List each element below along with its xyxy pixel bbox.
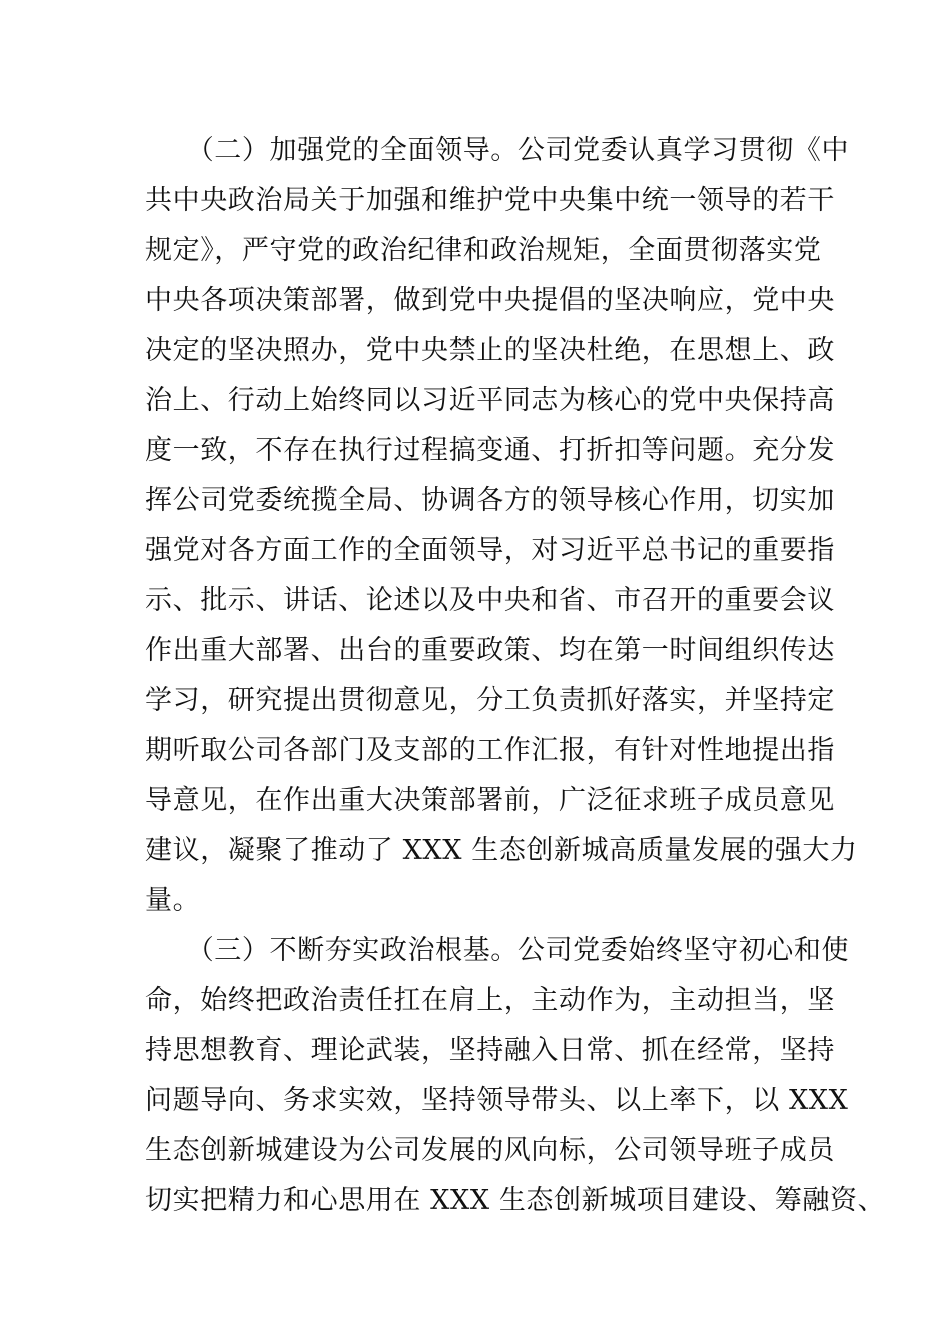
text-line: 命，始终把政治责任扛在肩上，主动作为，主动担当，坚 <box>145 985 835 1016</box>
text-line: 度一致，不存在执行过程搞变通、打折扣等问题。充分发 <box>145 435 835 466</box>
text-line: 决定的坚决照办，党中央禁止的坚决杜绝，在思想上、政 <box>145 335 835 366</box>
text-line: 示、批示、讲话、论述以及中央和省、市召开的重要会议 <box>145 585 835 616</box>
text-line: （三）不断夯实政治根基。公司党委始终坚守初心和使 <box>145 935 850 966</box>
text-line: 量。 <box>145 885 201 916</box>
text-line: 生态创新城建设为公司发展的风向标，公司领导班子成员 <box>145 1135 835 1166</box>
text-line: 作出重大部署、出台的重要政策、均在第一时间组织传达 <box>145 635 835 666</box>
text-line: 建议，凝聚了推动了 XXX 生态创新城高质量发展的强大力 <box>145 835 858 866</box>
text-line: 问题导向、务求实效，坚持领导带头、以上率下，以 XXX <box>145 1085 849 1116</box>
text-line: （二）加强党的全面领导。公司党委认真学习贯彻《中 <box>145 135 850 166</box>
text-line: 规定》，严守党的政治纪律和政治规矩，全面贯彻落实党 <box>145 235 822 266</box>
text-line: 共中央政治局关于加强和维护党中央集中统一领导的若干 <box>145 185 835 216</box>
document-body <box>145 126 886 1226</box>
text-line: 学习，研究提出贯彻意见，分工负责抓好落实，并坚持定 <box>145 685 835 716</box>
text-line: 强党对各方面工作的全面领导，对习近平总书记的重要指 <box>145 535 835 566</box>
text-line: 挥公司党委统揽全局、协调各方的领导核心作用，切实加 <box>145 485 835 516</box>
text-line: 切实把精力和心思用在 XXX 生态创新城项目建设、筹融资、 <box>145 1185 886 1216</box>
text-line: 治上、行动上始终同以习近平同志为核心的党中央保持高 <box>145 385 835 416</box>
text-line: 持思想教育、理论武装，坚持融入日常、抓在经常，坚持 <box>145 1035 835 1066</box>
text-line: 期听取公司各部门及支部的工作汇报，有针对性地提出指 <box>145 735 835 766</box>
text-line: 导意见，在作出重大决策部署前，广泛征求班子成员意见 <box>145 785 835 816</box>
text-line: 中央各项决策部署，做到党中央提倡的坚决响应，党中央 <box>145 285 835 316</box>
